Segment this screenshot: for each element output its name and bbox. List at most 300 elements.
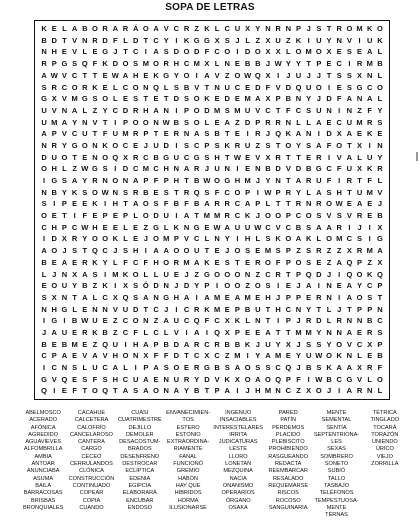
grid-letter: H [143, 105, 149, 115]
grid-letter: G [203, 35, 210, 45]
grid-letter: Z [153, 316, 159, 326]
grid-letter: J [143, 234, 148, 244]
grid-letter: L [72, 304, 77, 314]
grid-letter: B [41, 35, 47, 45]
grid-letter: K [367, 164, 373, 174]
grid-letter: X [265, 152, 271, 162]
grid-letter: U [367, 35, 373, 45]
grid-letter: N [326, 327, 332, 337]
grid-letter: E [153, 374, 159, 384]
grid-letter: P [285, 246, 291, 256]
grid-letter: R [122, 24, 129, 34]
grid-letter: R [367, 363, 373, 373]
word-bank-item: INGENUO [225, 410, 252, 416]
grid-letter: O [244, 374, 251, 384]
grid-letter: C [173, 24, 180, 34]
grid-letter: S [336, 70, 342, 80]
grid-letter: F [275, 257, 281, 267]
grid-letter: S [184, 140, 190, 150]
word-bank-item: SUBIÓ [327, 468, 346, 475]
grid-letter: L [41, 269, 47, 279]
grid-letter: X [336, 129, 342, 139]
word-bank-item: NACIA [229, 475, 247, 482]
word-bank-column [68, 410, 114, 519]
grid-row [39, 350, 385, 362]
grid-letter: G [203, 269, 210, 279]
grid-letter: C [346, 234, 353, 244]
grid-letter: E [204, 222, 210, 232]
grid-letter: X [275, 47, 281, 57]
grid-letter: V [51, 105, 57, 115]
grid-letter: S [122, 187, 128, 197]
grid-letter: M [122, 129, 129, 139]
grid-letter: C [295, 105, 302, 115]
grid-letter: E [133, 234, 139, 244]
word-bank-column [362, 410, 408, 519]
grid-letter: I [104, 269, 107, 279]
grid-letter: I [43, 176, 46, 186]
grid-letter: W [254, 222, 262, 232]
grid-letter: V [275, 82, 281, 92]
grid-letter: E [245, 327, 251, 337]
grid-letter: B [82, 24, 88, 34]
grid-letter: B [61, 339, 68, 349]
word-bank-item: ANTOAR [31, 461, 55, 468]
word-bank-column [313, 410, 359, 519]
grid-letter: F [72, 386, 77, 396]
grid-letter: N [163, 374, 169, 384]
grid-letter: E [326, 59, 332, 69]
grid-letter: C [194, 351, 200, 361]
grid-letter: A [82, 292, 88, 302]
grid-letter: R [265, 117, 271, 127]
grid-letter: H [92, 222, 98, 232]
grid-letter: V [61, 70, 67, 80]
grid-letter: L [133, 211, 138, 221]
grid-letter: A [194, 257, 200, 267]
grid-letter: S [133, 281, 139, 291]
grid-letter: N [285, 117, 292, 127]
grid-letter: E [306, 292, 312, 302]
grid-letter: M [142, 164, 149, 174]
grid-letter: J [204, 164, 209, 174]
word-bank-item: ENDOSO [127, 504, 152, 511]
grid-letter: S [72, 363, 78, 373]
grid-letter: E [224, 292, 230, 302]
grid-letter: R [194, 363, 200, 373]
grid-letter: I [338, 176, 341, 186]
word-bank-item: ESTERO [176, 424, 200, 431]
grid-letter: X [122, 281, 128, 291]
grid-letter: L [143, 269, 149, 279]
grid-letter: C [153, 304, 159, 314]
grid-letter: C [285, 222, 292, 232]
grid-letter: C [336, 59, 342, 69]
grid-letter: R [255, 129, 261, 139]
word-bank-item: TORAZÓN [371, 431, 399, 438]
grid-letter: A [295, 129, 302, 139]
grid-row [39, 339, 385, 351]
grid-letter: T [275, 199, 281, 209]
word-bank-item: BRISBAS [31, 497, 56, 504]
grid-letter: A [244, 199, 251, 209]
grid-letter: X [265, 47, 271, 57]
grid-letter: R [316, 199, 322, 209]
grid-letter: S [346, 47, 352, 57]
grid-letter: Q [346, 257, 353, 267]
grid-letter: E [102, 222, 108, 232]
grid-letter: X [265, 35, 271, 45]
grid-letter: Q [41, 386, 47, 396]
grid-letter: W [233, 152, 241, 162]
grid-letter: A [204, 292, 210, 302]
word-bank-item: SENTÍA [326, 424, 347, 431]
grid-letter: X [61, 234, 67, 244]
grid-letter: E [153, 94, 159, 104]
grid-letter: P [285, 292, 291, 302]
grid-letter: N [336, 35, 342, 45]
grid-letter: U [61, 327, 68, 337]
grid-letter: X [224, 316, 230, 326]
grid-letter: F [204, 47, 210, 57]
grid-letter: U [51, 152, 57, 162]
grid-letter: O [234, 187, 241, 197]
grid-letter: K [92, 82, 98, 92]
grid-letter: R [82, 327, 88, 337]
grid-letter: X [143, 351, 149, 361]
grid-letter: K [122, 269, 129, 279]
word-bank-item: CERRULANDOS [70, 461, 113, 468]
grid-letter: F [286, 105, 291, 115]
grid-letter: X [357, 70, 363, 80]
grid-letter: V [285, 164, 291, 174]
grid-letter: W [315, 374, 323, 384]
word-bank-item: BRONQUIALES [22, 504, 64, 511]
grid-letter: N [244, 269, 251, 279]
grid-letter: B [255, 59, 261, 69]
grid-letter: J [265, 129, 271, 139]
word-bank-item: MENTE [326, 504, 347, 511]
grid-letter: C [265, 105, 271, 115]
grid-letter: R [367, 327, 373, 337]
grid-letter: I [53, 386, 56, 396]
grid-letter: F [113, 35, 118, 45]
grid-letter: S [265, 281, 271, 291]
word-bank-item: CUANDO [79, 504, 104, 511]
grid-letter: O [214, 269, 220, 279]
grid-letter: D [224, 94, 230, 104]
word-bank-item: SONETO [324, 461, 349, 468]
grid-letter: P [275, 94, 281, 104]
grid-letter: G [41, 94, 47, 104]
grid-letter: R [214, 199, 220, 209]
edge-marker [416, 152, 418, 161]
word-bank-item: AGUAVIEVES [25, 439, 61, 446]
grid-letter: R [336, 24, 342, 34]
grid-letter: Y [194, 374, 200, 384]
word-bank-item: RIAMENTE [173, 446, 203, 453]
grid-letter: N [132, 351, 139, 361]
grid-letter: O [265, 211, 271, 221]
grid-letter: D [244, 47, 251, 57]
grid-letter: B [224, 339, 230, 349]
word-bank-item: ZORRILLA [371, 461, 399, 468]
grid-letter: A [153, 246, 159, 256]
grid-letter: G [193, 152, 200, 162]
grid-letter: V [92, 117, 98, 127]
grid-letter: N [61, 292, 68, 302]
word-bank-item: OPERARIOS [221, 490, 255, 497]
grid-letter: Q [305, 269, 312, 279]
grid-letter: K [92, 257, 98, 267]
grid-letter: A [316, 140, 322, 150]
word-bank-item: VIEJO [376, 453, 393, 460]
grid-letter: D [316, 316, 322, 326]
grid-letter: R [82, 82, 88, 92]
grid-letter: R [336, 316, 342, 326]
grid-letter: D [51, 35, 57, 45]
grid-letter: O [173, 363, 180, 373]
word-bank-item: SEMENTAL [321, 417, 352, 424]
grid-letter: J [296, 316, 301, 326]
grid-letter: T [204, 82, 210, 92]
grid-letter: H [132, 246, 139, 256]
grid-letter: G [203, 363, 210, 373]
grid-letter: R [224, 211, 230, 221]
grid-letter: S [92, 269, 98, 279]
grid-letter: O [346, 24, 353, 34]
word-bank-item: LES [331, 439, 342, 446]
grid-letter: J [357, 222, 362, 232]
grid-letter: O [336, 140, 343, 150]
grid-letter: N [377, 140, 383, 150]
grid-letter: E [112, 211, 118, 221]
grid-letter: P [295, 269, 301, 279]
grid-letter: O [102, 152, 109, 162]
word-bank-item: TOS [182, 417, 194, 424]
grid-letter: I [175, 211, 178, 221]
grid-letter: I [277, 316, 280, 326]
grid-letter: Q [193, 316, 200, 326]
grid-letter: Y [275, 339, 281, 349]
grid-letter: B [214, 363, 220, 373]
grid-letter: N [61, 269, 68, 279]
grid-letter: A [377, 246, 383, 256]
grid-letter: J [174, 281, 179, 291]
grid-letter: L [306, 117, 311, 127]
grid-letter: P [51, 351, 57, 361]
grid-letter: U [61, 281, 68, 291]
grid-letter: A [295, 234, 302, 244]
grid-letter: P [51, 59, 57, 69]
grid-letter: M [264, 386, 272, 396]
word-bank-item: ENVANECIMIEN- [166, 410, 211, 416]
word-bank-item: ECLÍPTICA [125, 468, 155, 475]
grid-letter: C [153, 164, 159, 174]
grid-letter: N [163, 386, 169, 396]
grid-letter: T [235, 257, 240, 267]
grid-letter: Z [72, 164, 77, 174]
grid-letter: G [346, 374, 353, 384]
grid-letter: A [112, 24, 119, 34]
grid-letter: F [204, 316, 210, 326]
grid-letter: E [377, 129, 383, 139]
grid-letter: K [204, 24, 210, 34]
grid-letter: X [51, 94, 57, 104]
grid-letter: M [264, 246, 272, 256]
grid-letter: N [153, 117, 159, 127]
grid-letter: O [295, 47, 302, 57]
grid-letter: O [326, 199, 332, 209]
grid-letter: L [123, 363, 128, 373]
word-bank-item: MENTE [326, 410, 347, 416]
grid-letter: U [82, 129, 88, 139]
grid-letter: S [173, 82, 179, 92]
grid-letter: C [234, 82, 241, 92]
grid-letter: O [132, 269, 139, 279]
grid-letter: R [275, 24, 281, 34]
grid-letter: O [153, 386, 159, 396]
grid-letter: S [153, 199, 159, 209]
grid-letter: O [92, 187, 98, 197]
grid-letter: S [122, 246, 128, 256]
word-bank-item: TALLO [327, 475, 346, 482]
grid-letter: I [175, 105, 178, 115]
grid-letter: F [153, 351, 159, 361]
grid-letter: T [377, 292, 383, 302]
grid-letter: F [336, 94, 342, 104]
grid-row [39, 304, 385, 316]
grid-letter: A [346, 129, 353, 139]
grid-letter: M [71, 94, 78, 104]
grid-letter: B [377, 351, 383, 361]
grid-letter: L [255, 234, 261, 244]
word-bank-item: ILUSIONARSE [169, 504, 207, 511]
grid-letter: K [326, 363, 332, 373]
grid-row [39, 163, 385, 175]
grid-letter: R [305, 316, 312, 326]
grid-letter: V [336, 152, 342, 162]
word-bank-item: TÉTRICA [372, 410, 397, 416]
grid-letter: N [143, 316, 149, 326]
grid-letter: P [275, 187, 281, 197]
grid-letter: T [275, 140, 281, 150]
grid-letter: I [236, 47, 239, 57]
grid-letter: E [82, 304, 88, 314]
grid-letter: K [92, 199, 98, 209]
grid-letter: M [163, 234, 170, 244]
grid-letter: S [204, 129, 210, 139]
word-bank-item: CARGO [81, 446, 102, 453]
grid-letter: I [114, 281, 117, 291]
word-bank-item: LONETAN [225, 461, 252, 468]
grid-letter: I [307, 374, 310, 384]
grid-letter: N [41, 140, 47, 150]
grid-letter: P [51, 129, 57, 139]
grid-letter: J [42, 327, 47, 337]
grid-letter: A [61, 257, 68, 267]
grid-letter: F [153, 176, 159, 186]
grid-letter: C [367, 281, 373, 291]
grid-letter: Y [285, 59, 291, 69]
grid-letter: Y [194, 281, 200, 291]
grid-letter: I [327, 82, 331, 92]
grid-letter: B [163, 339, 169, 349]
grid-letter: N [153, 292, 159, 302]
grid-letter: V [326, 211, 332, 221]
grid-letter: P [143, 363, 149, 373]
grid-letter: M [356, 24, 363, 34]
grid-letter: F [265, 82, 271, 92]
grid-letter: Q [193, 187, 200, 197]
grid-row [39, 152, 385, 164]
grid-letter: I [338, 269, 341, 279]
grid-letter: P [377, 339, 383, 349]
word-bank-item: CALOFRÍO [77, 424, 106, 431]
grid-letter: Q [214, 327, 220, 337]
grid-letter: A [41, 70, 47, 80]
grid-letter: S [61, 176, 67, 186]
grid-letter: I [185, 327, 188, 337]
grid-letter: U [163, 269, 169, 279]
grid-letter: O [122, 351, 129, 361]
grid-letter: H [214, 152, 220, 162]
grid-letter: P [173, 234, 179, 244]
grid-letter: R [275, 269, 281, 279]
grid-row [39, 280, 385, 292]
grid-letter: Y [306, 94, 312, 104]
grid-letter: P [153, 339, 159, 349]
grid-letter: D [173, 339, 180, 349]
word-bank-item: LLORO [228, 453, 248, 460]
grid-letter: A [153, 47, 159, 57]
word-bank-column [213, 410, 263, 519]
grid-letter: J [52, 269, 57, 279]
grid-letter: V [255, 105, 261, 115]
grid-letter: A [122, 70, 129, 80]
grid-letter: K [244, 339, 251, 349]
grid-letter: C [112, 105, 119, 115]
grid-letter: Q [81, 59, 88, 69]
grid-letter: W [244, 70, 252, 80]
grid-letter: I [144, 246, 147, 256]
grid-letter: S [367, 292, 373, 302]
word-bank-item: ABELMOSCO [25, 410, 61, 416]
grid-letter: O [356, 269, 363, 279]
grid-row [39, 175, 385, 187]
grid-letter: Q [102, 386, 109, 396]
word-bank-item: ACERADO [29, 417, 57, 424]
grid-letter: Z [92, 339, 98, 349]
grid-letter: K [244, 211, 251, 221]
grid-letter: O [142, 211, 149, 221]
grid-letter: U [244, 140, 251, 150]
grid-letter: S [275, 246, 281, 256]
word-bank-item: ESTONIO [175, 431, 201, 438]
grid-letter: I [277, 281, 280, 291]
word-bank-item: DESTROCAR [122, 461, 158, 468]
word-bank-item: CACAHUE [77, 410, 106, 416]
grid-letter: O [153, 234, 159, 244]
grid-letter: U [316, 105, 322, 115]
grid-letter: I [236, 234, 239, 244]
word-bank-item: AGREDIDO [28, 431, 59, 438]
grid-letter: N [41, 304, 47, 314]
grid-letter: L [245, 316, 250, 326]
grid-letter: R [214, 339, 220, 349]
grid-letter: A [143, 292, 149, 302]
grid-letter: S [306, 105, 312, 115]
